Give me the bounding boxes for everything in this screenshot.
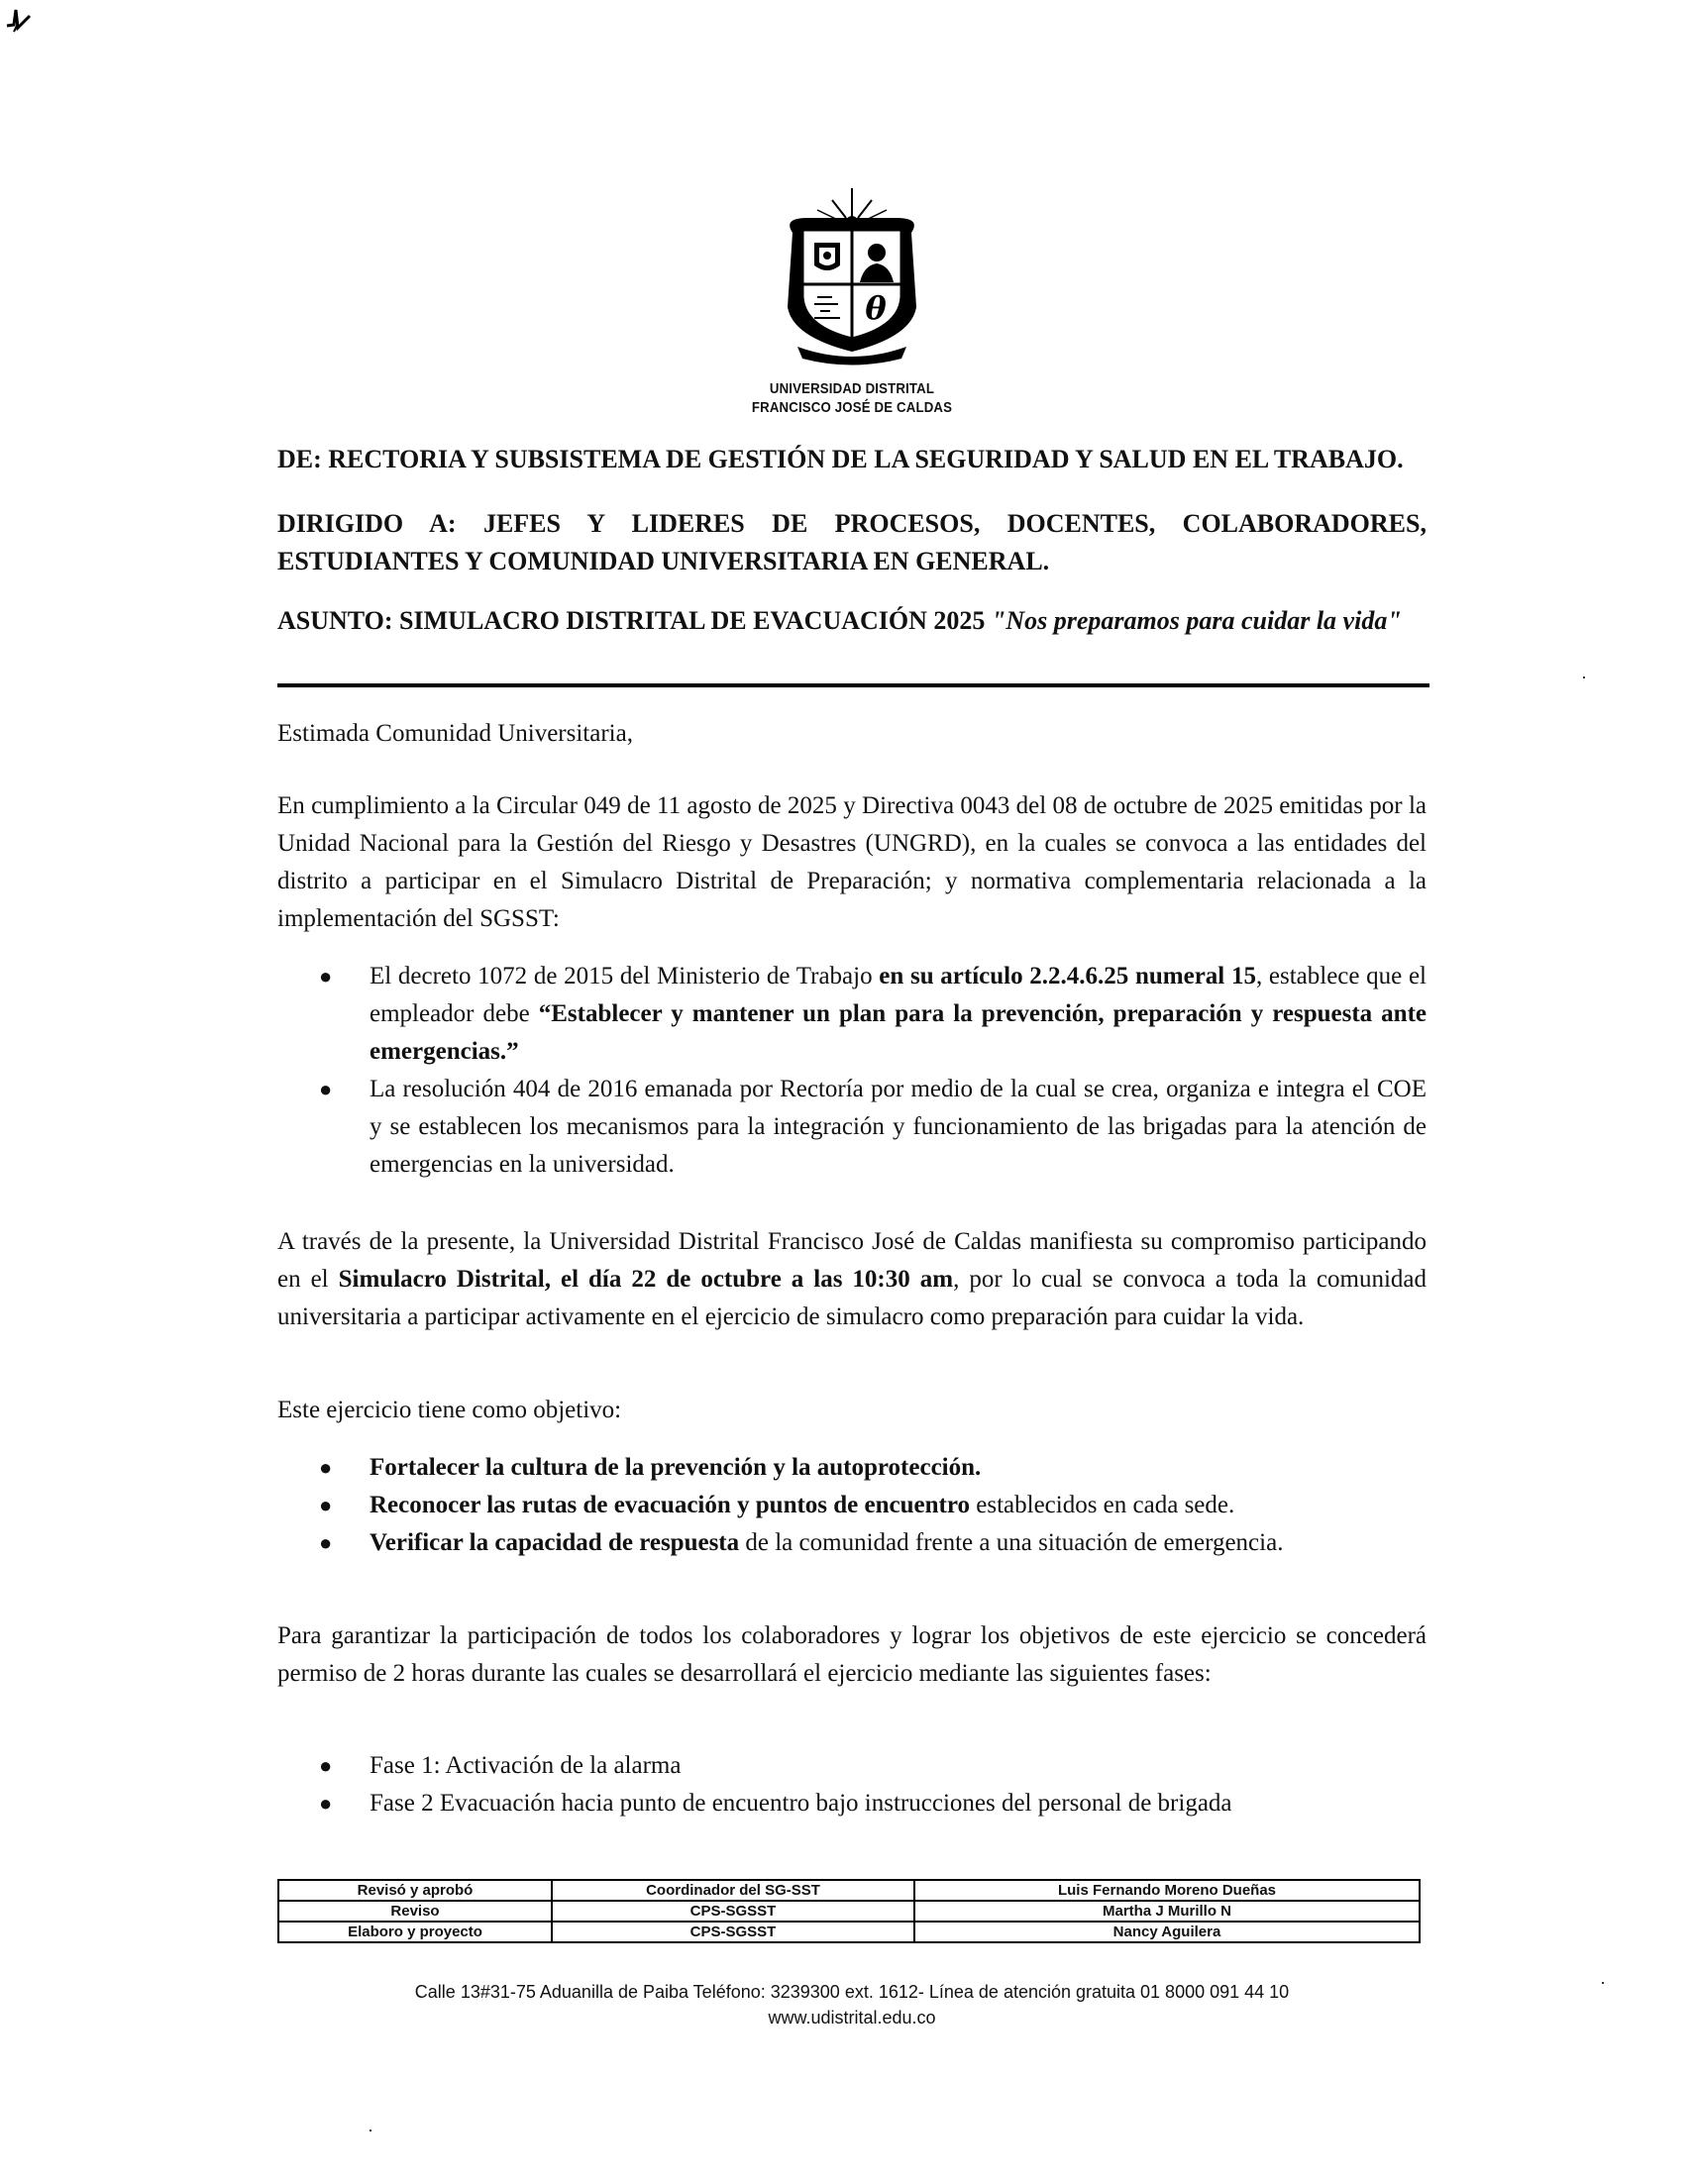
signoff-table	[277, 1879, 1421, 1943]
scan-speck	[1583, 676, 1585, 678]
decree-text: El decreto 1072 de 2015 del Ministerio de Trabajo	[370, 963, 880, 989]
bullet-icon: ●	[319, 1455, 333, 1480]
regulations-list	[277, 958, 1427, 1184]
decree-text-cont: , establece que el empleador debe	[370, 963, 1428, 1027]
bullet-icon: ●	[319, 1530, 333, 1555]
objective-bold: Fortalecer la cultura de la prevención y la autoprotección.	[370, 1454, 982, 1481]
list-item	[277, 1487, 1427, 1524]
subject-label: ASUNTO:	[277, 606, 393, 635]
table-cell-position: CPS-SGSST	[552, 1901, 914, 1922]
list-item	[277, 1449, 1427, 1487]
table-cell-role: Reviso	[278, 1901, 552, 1922]
page-footer	[297, 1979, 1407, 2030]
decree-quote: “Establecer y mantener un plan para la prevención, preparación y respuesta ante emergencias.”	[370, 1000, 1427, 1065]
table-row	[278, 1901, 1420, 1922]
bullet-icon: ●	[319, 1077, 333, 1101]
decree-article: en su artículo 2.2.4.6.25 numeral 15	[879, 963, 1256, 989]
commitment-paragraph	[277, 1223, 1427, 1336]
svg-text:θ: θ	[865, 289, 887, 327]
objective-bold: Verificar la capacidad de respuesta	[370, 1529, 740, 1556]
table-cell-name: Nancy Aguilera	[914, 1922, 1420, 1942]
addressee-line	[277, 505, 1427, 580]
table-cell-position: CPS-SGSST	[552, 1922, 914, 1942]
institution-name-line2: FRANCISCO JOSÉ DE CALDAS	[751, 399, 953, 416]
header-divider	[277, 683, 1429, 687]
permission-paragraph: Para garantizar la participación de todos los colaboradores y lograr los objetivos de este ejercicio se concederá permiso de 2 horas durante las cuales se desarrollará el ejercicio mediante las siguientes fases:	[277, 1622, 1427, 1687]
list-item	[277, 1747, 1427, 1785]
table-cell-name: Martha J Murillo N	[914, 1901, 1420, 1922]
phase-text: Fase 2 Evacuación hacia punto de encuentro bajo instrucciones del personal de brigada	[370, 1790, 1232, 1817]
subject-value: SIMULACRO DISTRITAL DE EVACUACIÓN 2025	[399, 606, 986, 635]
bullet-icon: ●	[319, 964, 333, 988]
table-cell-role: Elaboro y proyecto	[278, 1922, 552, 1942]
objectives-list	[277, 1449, 1427, 1562]
table-row	[278, 1922, 1420, 1942]
addressee-label: DIRIGIDO A:	[277, 509, 457, 538]
list-item	[277, 1071, 1427, 1184]
list-item	[277, 1524, 1427, 1562]
from-line	[277, 441, 1427, 478]
institution-name-line1: UNIVERSIDAD DISTRITAL	[769, 380, 935, 397]
greeting: Estimada Comunidad Universitaria,	[277, 720, 633, 747]
table-row	[278, 1880, 1420, 1901]
commitment-text-cont: , por lo cual se convoca a toda la comunidad universitaria a participar activamente en el ejercicio de simulacro como preparación para cuidar la vida.	[277, 1266, 1428, 1330]
bullet-icon: ●	[319, 1753, 333, 1778]
list-item	[277, 958, 1427, 1071]
phases-list	[277, 1747, 1427, 1822]
commitment-text: A través de la presente, la Universidad Distrital Francisco José de Caldas manifiesta su compromiso participando en el	[277, 1228, 1427, 1293]
objective-intro: Este ejercicio tiene como objetivo:	[277, 1397, 622, 1423]
university-crest-icon	[773, 188, 931, 366]
list-item	[277, 1785, 1427, 1822]
footer-website: www.udistrital.edu.co	[768, 2008, 936, 2028]
handwritten-check-mark	[4, 6, 44, 36]
addressee-value: JEFES Y LIDERES DE PROCESOS, DOCENTES, COLABORADORES, ESTUDIANTES Y COMUNIDAD UNIVERSITARIA EN GENERAL.	[277, 509, 1427, 575]
table-cell-name: Luis Fernando Moreno Dueñas	[914, 1880, 1420, 1901]
subject-slogan: "Nos preparamos para cuidar la vida"	[991, 606, 1402, 635]
bullet-icon: ●	[319, 1791, 333, 1816]
from-value: RECTORIA Y SUBSISTEMA DE GESTIÓN DE LA SEGURIDAD Y SALUD EN EL TRABAJO.	[328, 445, 1404, 473]
from-label: DE:	[277, 445, 322, 473]
event-date-time: Simulacro Distrital, el día 22 de octubre a las 10:30 am	[338, 1266, 954, 1293]
intro-paragraph: En cumplimiento a la Circular 049 de 11 agosto de 2025 y Directiva 0043 del 08 de octubre de 2025 emitidas por la Unidad Nacional para la Gestión del Riesgo y Desastres (UNGRD), en la cuales se convoca a las entidades del distrito a participar en el Simulacro Distrital de Preparación; y normativa complementaria relacionada a la implementación del SGSST:	[277, 792, 1427, 932]
scan-speck	[370, 2130, 371, 2132]
objective-bold: Reconocer las rutas de evacuación y puntos de encuentro	[370, 1492, 970, 1518]
institution-name	[660, 379, 1043, 417]
objective-rest: establecidos en cada sede.	[970, 1492, 1235, 1518]
phase-text: Fase 1: Activación de la alarma	[370, 1752, 682, 1779]
footer-address: Calle 13#31-75 Aduanilla de Paiba Teléfono: 3239300 ext. 1612- Línea de atención gratuita 01 8000 091 44 10	[414, 1982, 1290, 2002]
resolution-text: La resolución 404 de 2016 emanada por Rectoría por medio de la cual se crea, organiza e integra el COE y se establecen los mecanismos para la integración y funcionamiento de las brigadas para la atención de emergencias en la universidad.	[370, 1076, 1427, 1178]
subject-line	[277, 602, 1427, 640]
objective-rest: de la comunidad frente a una situación de emergencia.	[739, 1529, 1284, 1556]
bullet-icon: ●	[319, 1493, 333, 1517]
table-cell-role: Revisó y aprobó	[278, 1880, 552, 1901]
table-cell-position: Coordinador del SG-SST	[552, 1880, 914, 1901]
scan-speck	[1602, 1982, 1604, 1984]
